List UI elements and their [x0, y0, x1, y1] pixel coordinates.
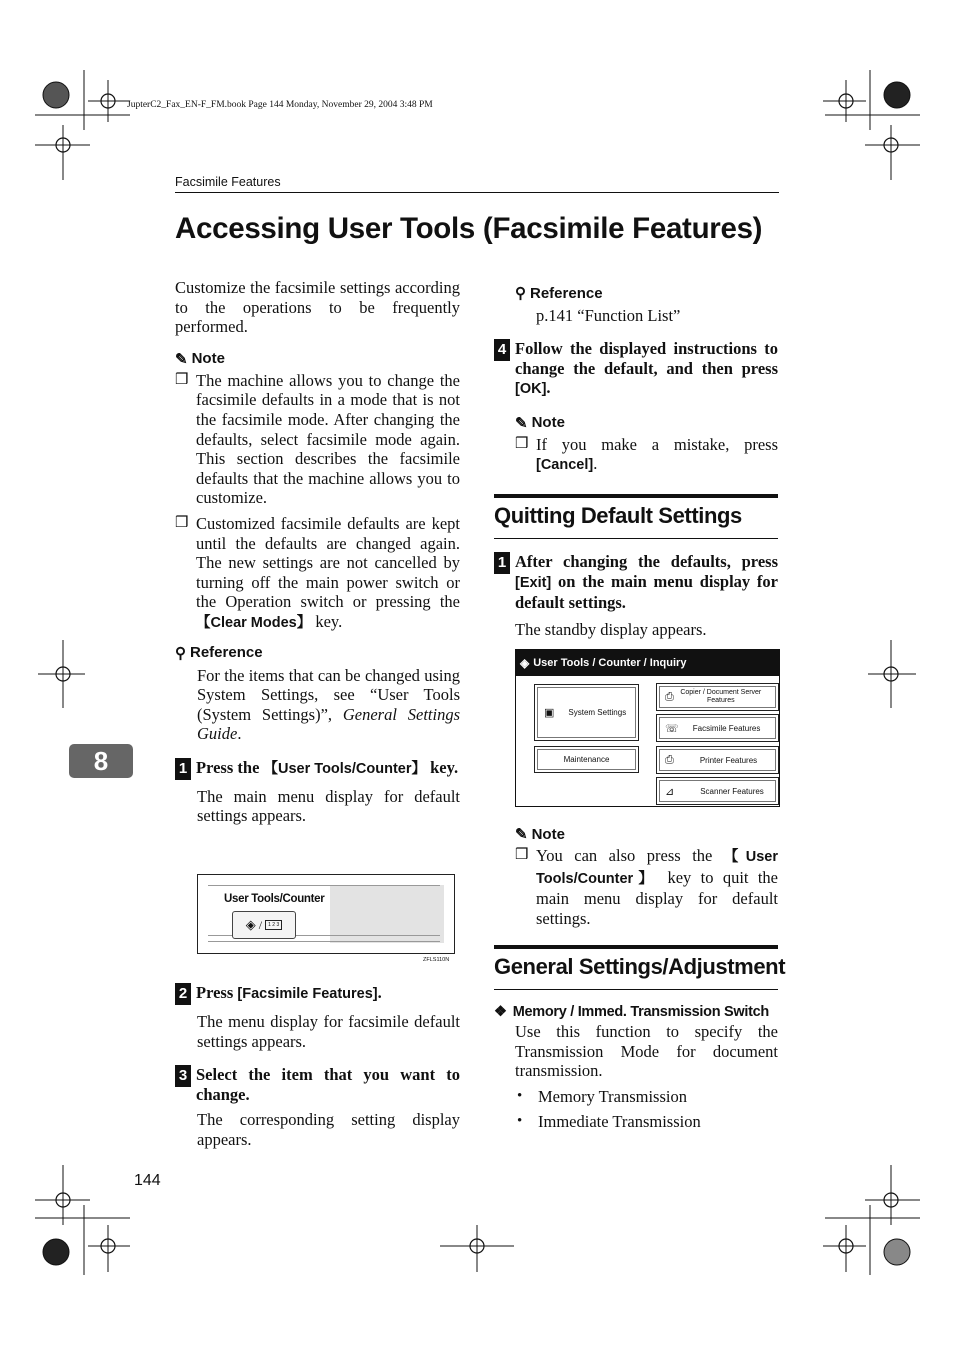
step-number: 3 — [175, 1065, 191, 1087]
note-item — [175, 514, 460, 634]
facsimile-features-key: [Facsimile Features] — [237, 986, 378, 1002]
step-1 — [175, 758, 460, 780]
printer-icon: ⎙ — [665, 753, 674, 766]
left-column — [175, 278, 460, 826]
step-result: The corresponding setting display appears. — [197, 1110, 460, 1149]
step-4-block — [494, 339, 778, 476]
note-block — [494, 414, 778, 476]
panel-line — [208, 885, 440, 886]
screen-title: User Tools / Counter / Inquiry — [533, 657, 687, 669]
quit-step-block — [494, 552, 778, 639]
note-label: Note — [531, 414, 565, 432]
reference-label: Reference — [530, 284, 603, 302]
setting-name: Memory / Immed. Transmission Switch — [512, 1004, 769, 1020]
counter-badge: 1 2 3 — [265, 920, 282, 930]
section-underline — [494, 989, 778, 990]
system-settings-button[interactable] — [534, 684, 639, 741]
section-title: General Settings/Adjustment — [494, 954, 786, 979]
section-title: Quitting Default Settings — [494, 503, 742, 528]
maintenance-label: Maintenance — [563, 755, 610, 764]
step-instruction — [515, 552, 778, 613]
bullet-dot: • — [517, 1087, 523, 1104]
running-header: Facsimile Features — [175, 175, 281, 189]
note-label: Note — [191, 350, 225, 368]
step-4 — [494, 339, 778, 400]
note-label: Note — [531, 825, 565, 843]
list-item — [515, 1112, 778, 1132]
step-number: 4 — [494, 339, 510, 361]
system-settings-label: System Settings — [568, 708, 627, 717]
page-number: 144 — [134, 1172, 161, 1189]
figure-code: ZFLS110N — [423, 957, 450, 963]
header-rule — [175, 192, 779, 193]
settings-icon: ▣ — [544, 707, 555, 719]
screen-title-bar — [516, 650, 779, 676]
reference-end: . — [237, 724, 242, 744]
option-label: Memory Transmission — [538, 1086, 687, 1106]
step-result: The standby display appears. — [515, 619, 707, 639]
pencil-icon: ✎ — [175, 350, 188, 368]
step-instruction — [196, 758, 460, 780]
note-text — [536, 846, 778, 928]
note-item — [175, 371, 460, 508]
chapter-number: 8 — [93, 746, 109, 776]
note-heading — [515, 825, 778, 843]
slash-glyph: / — [258, 917, 263, 932]
checkbox-icon: ❒ — [515, 435, 529, 452]
user-tools-key: 【User Tools/Counter】 — [536, 849, 779, 887]
reference-guide: General Settings Guide — [197, 704, 460, 744]
reference-heading — [515, 284, 778, 302]
exit-key: [Exit] — [515, 574, 552, 591]
copier-icon: ⎙ — [665, 690, 674, 703]
note-heading — [175, 350, 460, 368]
ok-key: [OK] — [515, 381, 547, 398]
step-result: The menu display for facsimile default settings appears. — [197, 1012, 460, 1051]
reference-text — [175, 666, 460, 744]
general-settings-block — [494, 1004, 778, 1132]
step-pre: Follow the displayed instructions to change the default, and then press — [515, 339, 778, 378]
note-text — [196, 514, 460, 634]
step-number: 1 — [494, 552, 510, 574]
facsimile-features-button[interactable] — [656, 714, 779, 742]
scanner-features-button[interactable] — [656, 777, 779, 805]
reference-heading — [175, 644, 460, 662]
note-pre: You can also press the — [536, 846, 724, 865]
step-pre: After changing the defaults, press — [515, 552, 778, 571]
print-header: JupterC2_Fax_EN-F_FM.book Page 144 Monday, November 29, 2004 3:48 PM — [127, 100, 433, 110]
checkbox-icon: ❒ — [515, 847, 529, 863]
note-heading — [515, 414, 778, 432]
user-tools-icon: ◈ — [520, 656, 530, 670]
user-tools-button[interactable] — [232, 911, 296, 939]
step-instruction — [196, 983, 460, 1005]
setting-description: Use this function to specify the Transmission Mode for document transmission. — [515, 1022, 778, 1081]
diamond-icon: ❖ — [494, 1004, 507, 1020]
note-pre: If you make a mistake, press — [536, 434, 778, 454]
magnifier-icon: ⚲ — [175, 644, 186, 662]
user-tools-screen — [515, 649, 780, 807]
page-title: Accessing User Tools (Facsimile Features) — [175, 212, 763, 245]
reference-body: For the items that can be changed using System Settings, see “User Tools (System Settings)”, — [197, 665, 460, 724]
scanner-label: Scanner Features — [700, 786, 764, 796]
section-underline — [494, 538, 778, 539]
step-result: The main menu display for default settings appears. — [197, 786, 460, 826]
step-instruction: Select the item that you want to change. — [196, 1065, 460, 1104]
note-block-3 — [515, 825, 778, 928]
scanner-icon: ⊿ — [665, 785, 675, 798]
bullet-dot: • — [517, 1113, 523, 1130]
pencil-icon: ✎ — [515, 826, 528, 843]
step-pre: Press the — [196, 757, 264, 777]
note-text: The machine allows you to change the facsimile defaults in a mode that is not the facsimile mode. After changing the defaults, select facsimile mode again. This section describes the facsimile defaults that the machine allows you to customize. — [196, 370, 460, 508]
option-list — [494, 1087, 778, 1132]
fax-icon: ☏ — [665, 722, 679, 735]
facsimile-label: Facsimile Features — [692, 723, 761, 733]
printer-features-button[interactable] — [656, 746, 779, 774]
panel-label: User Tools/Counter — [224, 893, 325, 905]
step-instruction — [515, 339, 778, 400]
panel-line — [208, 941, 440, 942]
option-label: Immediate Transmission — [538, 1112, 701, 1132]
setting-subhead — [494, 1004, 778, 1020]
reference-label: Reference — [190, 644, 263, 661]
magnifier-icon: ⚲ — [515, 285, 526, 302]
step-3 — [175, 1065, 460, 1104]
right-column — [515, 284, 778, 326]
step-pre: Press — [196, 983, 238, 1002]
intro-paragraph: Customize the facsimile settings according to the operations to be frequently performed. — [175, 278, 460, 337]
pencil-icon: ✎ — [515, 414, 528, 432]
left-column-lower — [175, 983, 460, 1150]
step-post: key. — [425, 757, 459, 777]
copier-features-button[interactable] — [656, 683, 779, 711]
step-number: 1 — [175, 758, 191, 780]
list-item — [515, 1087, 778, 1107]
note-post: key to quit the main menu display for default settings. — [536, 867, 778, 928]
user-tools-icon: ◈ — [245, 917, 256, 932]
checkbox-icon: ❒ — [175, 514, 189, 531]
step-post: on the main menu display for default settings. — [515, 571, 778, 613]
chapter-tab — [69, 744, 133, 778]
copier-label: Copier / Document Server Features — [680, 689, 762, 704]
cancel-key: [Cancel] — [536, 457, 594, 474]
section-rule — [494, 494, 778, 498]
control-panel-figure — [197, 874, 455, 954]
printer-label: Printer Features — [699, 755, 758, 765]
clear-modes-key: 【Clear Modes】 — [196, 614, 312, 631]
checkbox-icon: ❒ — [175, 371, 189, 388]
note-item — [515, 435, 778, 476]
user-tools-key: 【User Tools/Counter】 — [263, 760, 426, 777]
note-post: . — [593, 454, 598, 474]
quit-step-1 — [494, 552, 778, 613]
step-number: 2 — [175, 983, 191, 1005]
note-text-end: key. — [311, 611, 343, 631]
step-post: . — [377, 983, 382, 1002]
step-post: . — [546, 378, 551, 398]
reference-text: p.141 “Function List” — [536, 306, 681, 325]
note-text-part: Customized facsimile defaults are kept until the defaults are changed again. The new settings are not cancelled by turning off the main power switch or the Operation switch or pressing the — [196, 513, 460, 612]
maintenance-button[interactable] — [534, 746, 639, 773]
note-text — [536, 435, 778, 476]
section-rule — [494, 945, 778, 949]
note-item — [515, 846, 778, 928]
step-2 — [175, 983, 460, 1005]
